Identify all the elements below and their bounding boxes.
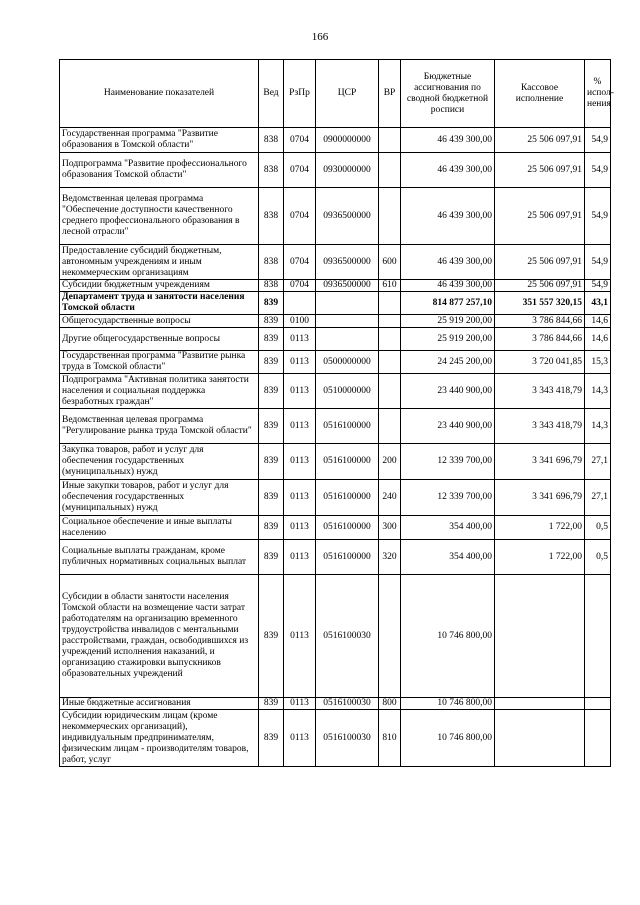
cell-vr bbox=[379, 328, 401, 351]
cell-vr bbox=[379, 374, 401, 409]
table-row bbox=[60, 280, 611, 292]
cell-name: Социальные выплаты гражданам, кроме публичных нормативных социальных выплат bbox=[60, 540, 259, 575]
cell-percent: 54,9 bbox=[585, 280, 611, 292]
table-row bbox=[60, 245, 611, 280]
cell-cash: 25 506 097,91 bbox=[495, 153, 585, 188]
cell-csr: 0516100000 bbox=[316, 480, 379, 516]
cell-name: Субсидии юридическим лицам (кроме некоммерческих организаций), индивидуальным предпринимателям, физическим лицам - производителям товаров, работ, услуг bbox=[60, 710, 259, 767]
cell-percent: 43,1 bbox=[585, 292, 611, 315]
cell-ved: 839 bbox=[259, 315, 284, 328]
cell-vr bbox=[379, 188, 401, 245]
table-row bbox=[60, 698, 611, 710]
cell-name: Ведомственная целевая программа "Обеспечение доступности качественного среднего профессионального образования в лесной отрасли" bbox=[60, 188, 259, 245]
cell-assignments: 10 746 800,00 bbox=[401, 698, 495, 710]
cell-ved: 839 bbox=[259, 409, 284, 444]
cell-csr: 0516100000 bbox=[316, 516, 379, 540]
cell-vr bbox=[379, 292, 401, 315]
cell-ved: 839 bbox=[259, 710, 284, 767]
cell-name: Иные закупки товаров, работ и услуг для обеспечения государственных (муниципальных) нужд bbox=[60, 480, 259, 516]
cell-assignments: 10 746 800,00 bbox=[401, 710, 495, 767]
cell-cash: 1 722,00 bbox=[495, 540, 585, 575]
cell-assignments: 354 400,00 bbox=[401, 540, 495, 575]
cell-cash: 1 722,00 bbox=[495, 516, 585, 540]
cell-vr: 810 bbox=[379, 710, 401, 767]
cell-cash: 3 786 844,66 bbox=[495, 315, 585, 328]
header-percent: % испол-нения bbox=[585, 60, 611, 128]
cell-rzpr: 0704 bbox=[284, 280, 316, 292]
cell-cash: 3 343 418,79 bbox=[495, 374, 585, 409]
header-ved: Вед bbox=[259, 60, 284, 128]
cell-ved: 839 bbox=[259, 328, 284, 351]
cell-percent: 0,5 bbox=[585, 540, 611, 575]
cell-cash: 3 341 696,79 bbox=[495, 480, 585, 516]
cell-cash: 3 343 418,79 bbox=[495, 409, 585, 444]
cell-assignments: 23 440 900,00 bbox=[401, 409, 495, 444]
cell-assignments: 12 339 700,00 bbox=[401, 444, 495, 480]
cell-ved: 839 bbox=[259, 575, 284, 698]
cell-ved: 839 bbox=[259, 540, 284, 575]
cell-vr bbox=[379, 409, 401, 444]
table-row bbox=[60, 480, 611, 516]
table-row bbox=[60, 153, 611, 188]
cell-cash: 25 506 097,91 bbox=[495, 128, 585, 153]
cell-assignments: 10 746 800,00 bbox=[401, 575, 495, 698]
cell-csr: 0516100000 bbox=[316, 444, 379, 480]
table-row bbox=[60, 374, 611, 409]
cell-csr: 0936500000 bbox=[316, 280, 379, 292]
cell-rzpr: 0113 bbox=[284, 480, 316, 516]
cell-assignments: 46 439 300,00 bbox=[401, 153, 495, 188]
cell-csr: 0516100030 bbox=[316, 710, 379, 767]
cell-assignments: 354 400,00 bbox=[401, 516, 495, 540]
table-row bbox=[60, 444, 611, 480]
cell-cash: 3 720 041,85 bbox=[495, 351, 585, 374]
table-row bbox=[60, 516, 611, 540]
cell-ved: 839 bbox=[259, 516, 284, 540]
cell-rzpr: 0113 bbox=[284, 540, 316, 575]
cell-name: Общегосударственные вопросы bbox=[60, 315, 259, 328]
cell-ved: 839 bbox=[259, 374, 284, 409]
cell-rzpr: 0113 bbox=[284, 409, 316, 444]
cell-percent: 54,9 bbox=[585, 153, 611, 188]
cell-ved: 838 bbox=[259, 188, 284, 245]
cell-ved: 839 bbox=[259, 351, 284, 374]
cell-ved: 838 bbox=[259, 280, 284, 292]
cell-vr bbox=[379, 153, 401, 188]
cell-rzpr bbox=[284, 292, 316, 315]
table-row bbox=[60, 710, 611, 767]
cell-name: Другие общегосударственные вопросы bbox=[60, 328, 259, 351]
page-number: 166 bbox=[311, 31, 329, 43]
header-name: Наименование показателей bbox=[60, 60, 259, 128]
cell-percent: 54,9 bbox=[585, 188, 611, 245]
cell-csr: 0930000000 bbox=[316, 153, 379, 188]
table-row bbox=[60, 409, 611, 444]
cell-vr: 800 bbox=[379, 698, 401, 710]
cell-rzpr: 0704 bbox=[284, 153, 316, 188]
cell-vr: 200 bbox=[379, 444, 401, 480]
cell-name: Иные бюджетные ассигнования bbox=[60, 698, 259, 710]
cell-name: Подпрограмма "Активная политика занятости населения и социальная поддержка безработных граждан" bbox=[60, 374, 259, 409]
cell-cash: 25 506 097,91 bbox=[495, 188, 585, 245]
cell-percent: 0,5 bbox=[585, 516, 611, 540]
table-row bbox=[60, 351, 611, 374]
cell-csr bbox=[316, 292, 379, 315]
cell-name: Социальное обеспечение и иные выплаты населению bbox=[60, 516, 259, 540]
cell-csr: 0516100000 bbox=[316, 540, 379, 575]
cell-rzpr: 0113 bbox=[284, 374, 316, 409]
table-row bbox=[60, 540, 611, 575]
cell-percent: 14,6 bbox=[585, 315, 611, 328]
table-row bbox=[60, 328, 611, 351]
cell-ved: 838 bbox=[259, 245, 284, 280]
cell-rzpr: 0113 bbox=[284, 328, 316, 351]
cell-rzpr: 0113 bbox=[284, 698, 316, 710]
cell-name: Закупка товаров, работ и услуг для обеспечения государственных (муниципальных) нужд bbox=[60, 444, 259, 480]
cell-csr bbox=[316, 328, 379, 351]
cell-csr: 0500000000 bbox=[316, 351, 379, 374]
cell-rzpr: 0113 bbox=[284, 710, 316, 767]
cell-rzpr: 0704 bbox=[284, 128, 316, 153]
table-row bbox=[60, 188, 611, 245]
cell-rzpr: 0113 bbox=[284, 351, 316, 374]
header-vr: ВР bbox=[379, 60, 401, 128]
cell-assignments: 814 877 257,10 bbox=[401, 292, 495, 315]
cell-assignments: 25 919 200,00 bbox=[401, 315, 495, 328]
cell-assignments: 23 440 900,00 bbox=[401, 374, 495, 409]
cell-rzpr: 0113 bbox=[284, 575, 316, 698]
header-csr: ЦСР bbox=[316, 60, 379, 128]
cell-csr: 0516100030 bbox=[316, 698, 379, 710]
cell-ved: 838 bbox=[259, 128, 284, 153]
cell-rzpr: 0113 bbox=[284, 516, 316, 540]
cell-vr bbox=[379, 128, 401, 153]
cell-name: Предоставление субсидий бюджетным, автономным учреждениям и иным некоммерческим организациям bbox=[60, 245, 259, 280]
cell-cash: 351 557 320,15 bbox=[495, 292, 585, 315]
cell-cash: 3 786 844,66 bbox=[495, 328, 585, 351]
cell-name: Департамент труда и занятости населения Томской области bbox=[60, 292, 259, 315]
cell-name: Ведомственная целевая программа "Регулирование рынка труда Томской области" bbox=[60, 409, 259, 444]
table-row bbox=[60, 315, 611, 328]
cell-ved: 839 bbox=[259, 480, 284, 516]
cell-csr: 0516100030 bbox=[316, 575, 379, 698]
cell-csr: 0516100000 bbox=[316, 409, 379, 444]
cell-assignments: 24 245 200,00 bbox=[401, 351, 495, 374]
cell-vr: 320 bbox=[379, 540, 401, 575]
cell-assignments: 12 339 700,00 bbox=[401, 480, 495, 516]
cell-percent bbox=[585, 575, 611, 698]
cell-assignments: 25 919 200,00 bbox=[401, 328, 495, 351]
budget-execution-table bbox=[59, 59, 614, 767]
cell-vr: 300 bbox=[379, 516, 401, 540]
cell-name: Государственная программа "Развитие рынка труда в Томской области" bbox=[60, 351, 259, 374]
cell-percent: 54,9 bbox=[585, 128, 611, 153]
cell-csr: 0900000000 bbox=[316, 128, 379, 153]
table-header-row bbox=[60, 60, 611, 128]
cell-csr: 0936500000 bbox=[316, 188, 379, 245]
cell-cash bbox=[495, 698, 585, 710]
cell-assignments: 46 439 300,00 bbox=[401, 188, 495, 245]
cell-cash: 25 506 097,91 bbox=[495, 280, 585, 292]
cell-cash bbox=[495, 710, 585, 767]
cell-cash: 3 341 696,79 bbox=[495, 444, 585, 480]
table-row bbox=[60, 292, 611, 315]
cell-assignments: 46 439 300,00 bbox=[401, 245, 495, 280]
table-row bbox=[60, 575, 611, 698]
cell-percent: 27,1 bbox=[585, 444, 611, 480]
table-row bbox=[60, 128, 611, 153]
cell-ved: 838 bbox=[259, 153, 284, 188]
cell-name: Субсидии в области занятости населения Томской области на возмещение части затрат работодателям на организацию временного трудоустройства инвалидов с ментальными расстройствами, граждан, освободившихся из учреждений исполнения наказаний, и организацию стажировки выпускников образовательных учреждений bbox=[60, 575, 259, 698]
cell-csr: 0510000000 bbox=[316, 374, 379, 409]
cell-rzpr: 0704 bbox=[284, 188, 316, 245]
cell-csr bbox=[316, 315, 379, 328]
cell-percent: 54,9 bbox=[585, 245, 611, 280]
cell-rzpr: 0704 bbox=[284, 245, 316, 280]
cell-percent: 14,3 bbox=[585, 374, 611, 409]
cell-name: Подпрограмма "Развитие профессионального образования Томской области" bbox=[60, 153, 259, 188]
cell-name: Государственная программа "Развитие образования в Томской области" bbox=[60, 128, 259, 153]
header-cash: Кассовое исполнение bbox=[495, 60, 585, 128]
cell-vr bbox=[379, 351, 401, 374]
cell-assignments: 46 439 300,00 bbox=[401, 128, 495, 153]
cell-vr bbox=[379, 575, 401, 698]
header-assignments: Бюджетные ассигнования по сводной бюджетной росписи bbox=[401, 60, 495, 128]
cell-ved: 839 bbox=[259, 292, 284, 315]
cell-percent: 14,3 bbox=[585, 409, 611, 444]
cell-vr: 610 bbox=[379, 280, 401, 292]
cell-vr: 600 bbox=[379, 245, 401, 280]
cell-percent bbox=[585, 710, 611, 767]
cell-assignments: 46 439 300,00 bbox=[401, 280, 495, 292]
cell-ved: 839 bbox=[259, 698, 284, 710]
cell-vr: 240 bbox=[379, 480, 401, 516]
cell-rzpr: 0100 bbox=[284, 315, 316, 328]
cell-percent: 14,6 bbox=[585, 328, 611, 351]
cell-percent: 27,1 bbox=[585, 480, 611, 516]
cell-percent bbox=[585, 698, 611, 710]
cell-cash: 25 506 097,91 bbox=[495, 245, 585, 280]
header-rzpr: РзПр bbox=[284, 60, 316, 128]
cell-cash bbox=[495, 575, 585, 698]
cell-vr bbox=[379, 315, 401, 328]
cell-percent: 15,3 bbox=[585, 351, 611, 374]
cell-ved: 839 bbox=[259, 444, 284, 480]
cell-rzpr: 0113 bbox=[284, 444, 316, 480]
cell-name: Субсидии бюджетным учреждениям bbox=[60, 280, 259, 292]
cell-csr: 0936500000 bbox=[316, 245, 379, 280]
